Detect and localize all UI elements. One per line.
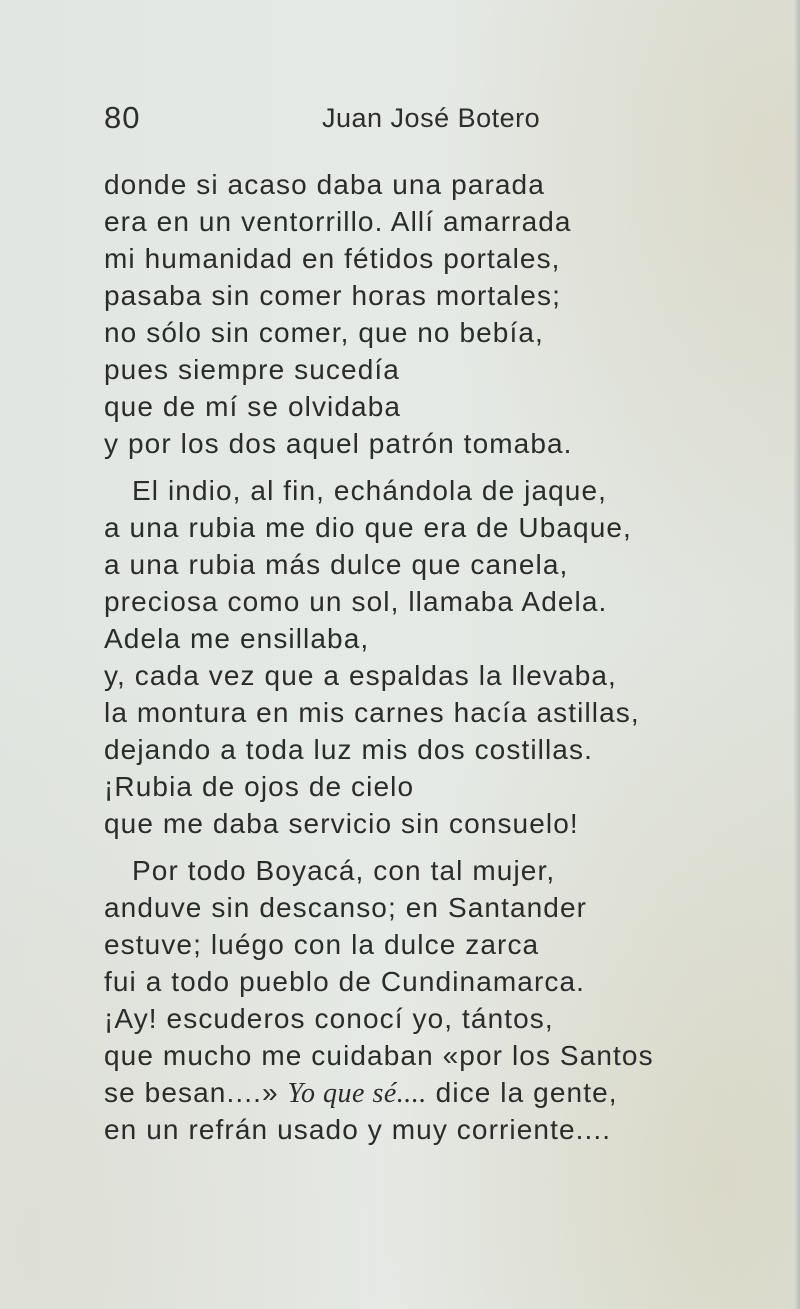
verse-line: en un refrán usado y muy corriente.... [104, 1114, 612, 1145]
verse-line: y, cada vez que a espaldas la llevaba, [104, 660, 617, 691]
verse-line: Adela me ensillaba, [104, 623, 370, 654]
verse-line-mixed [104, 1074, 704, 1111]
stanza-3 [104, 852, 704, 1148]
poem-text [104, 166, 704, 1148]
verse-line: estuve; luégo con la dulce zarca [104, 929, 540, 960]
verse-line: mi humanidad en fétidos portales, [104, 243, 561, 274]
verse-line: dejando a toda luz mis dos costillas. [104, 734, 593, 765]
verse-line: a una rubia me dio que era de Ubaque, [104, 512, 632, 543]
verse-line: ¡Ay! escuderos conocí yo, tántos, [104, 1003, 554, 1034]
stanza-gap [104, 462, 704, 472]
verse-line: que me daba servicio sin consuelo! [104, 808, 579, 839]
page-number: 80 [104, 100, 141, 135]
stanza-1 [104, 166, 704, 462]
verse-line: ¡Rubia de ojos de cielo [104, 771, 415, 802]
verse-line: que mucho me cuidaban «por los Santos [104, 1040, 654, 1071]
verse-fragment: dice la gente, [426, 1077, 618, 1108]
running-head: Juan José Botero [322, 103, 541, 133]
verse-line: y por los dos aquel patrón tomaba. [104, 428, 573, 459]
verse-line: donde si acaso daba una parada [104, 169, 545, 200]
page-header [104, 100, 644, 144]
verse-line: no sólo sin comer, que no bebía, [104, 317, 544, 348]
verse-line: fui a todo pueblo de Cundinamarca. [104, 966, 586, 997]
verse-line: Por todo Boyacá, con tal mujer, [132, 855, 556, 886]
verse-line: anduve sin descanso; en Santander [104, 892, 588, 923]
verse-line: que de mí se olvidaba [104, 391, 402, 422]
italic-phrase: Yo que sé.... [287, 1078, 427, 1109]
stanza-gap [104, 842, 704, 852]
verse-line: a una rubia más dulce que canela, [104, 549, 569, 580]
verse-fragment: se besan....» [104, 1077, 288, 1108]
verse-line: El indio, al fin, echándola de jaque, [132, 475, 608, 506]
verse-line: la montura en mis carnes hacía astillas, [104, 697, 640, 728]
verse-line: era en un ventorrillo. Allí amarrada [104, 206, 572, 237]
verse-line: pasaba sin comer horas mortales; [104, 280, 561, 311]
verse-line: preciosa como un sol, llamaba Adela. [104, 586, 608, 617]
verse-line: pues siempre sucedía [104, 354, 400, 385]
page-edge [794, 0, 800, 1309]
stanza-2 [104, 472, 704, 842]
